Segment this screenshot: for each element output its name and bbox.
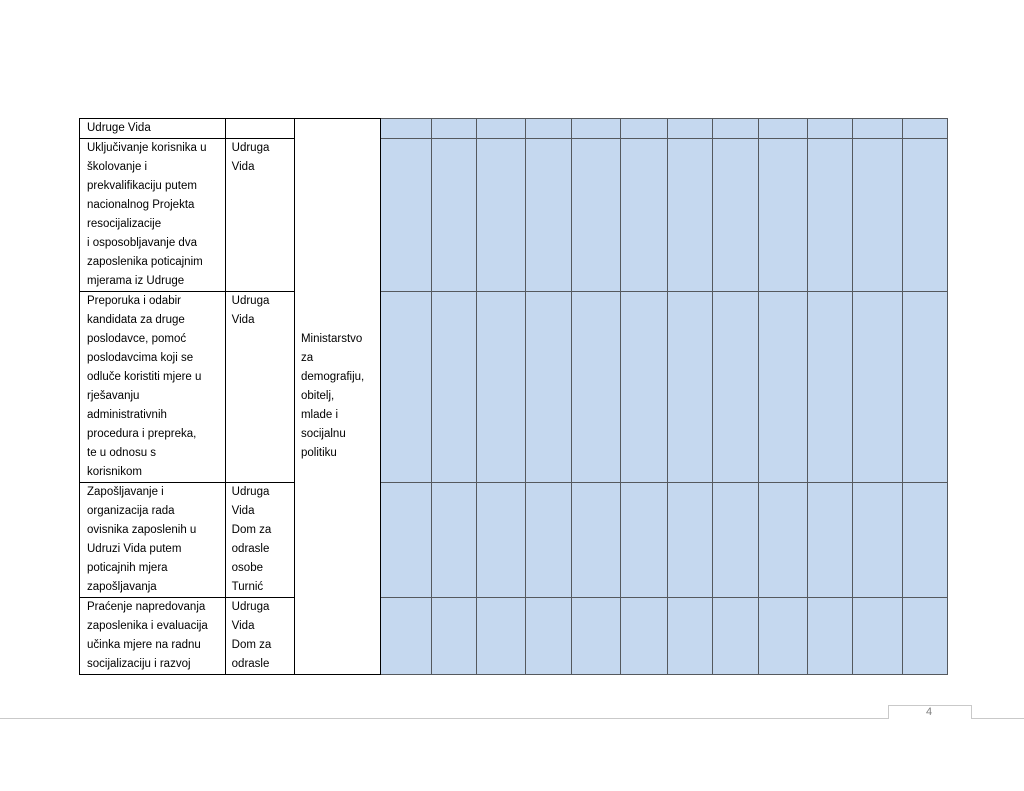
timeline-cell <box>381 598 431 675</box>
table-row <box>80 292 948 483</box>
activity-text-line: zapošljavanja <box>87 581 157 593</box>
timeline-cell <box>712 483 758 598</box>
timeline-cell <box>476 119 525 139</box>
activity-text-line: poslodavcima koji se <box>87 352 194 364</box>
timeline-cell <box>381 139 431 292</box>
activity-text-line: mjerama iz Udruge <box>87 275 185 287</box>
timeline-cell <box>431 119 476 139</box>
table-row <box>80 598 948 675</box>
performer-text-line: Udruga <box>231 601 270 613</box>
timeline-cell <box>431 139 476 292</box>
ministry-text-line: obitelj, <box>300 390 335 402</box>
performer-text-line: Vida <box>231 161 255 173</box>
performer-text-line: Dom za <box>231 639 272 651</box>
timeline-cell <box>667 119 712 139</box>
table-row <box>80 483 948 598</box>
performer-text-line: odrasle <box>231 658 270 670</box>
activity-text-line: resocijalizacije <box>87 218 162 230</box>
performer-text-line: odrasle <box>231 543 270 555</box>
timeline-cell <box>808 483 853 598</box>
activity-text-line: Praćenje napredovanja <box>87 601 206 613</box>
ministry-text-line: socijalnu <box>300 428 346 440</box>
ministry-text-line: demografiju, <box>300 371 365 383</box>
timeline-cell <box>381 119 431 139</box>
timeline-cell <box>853 119 902 139</box>
table-row <box>80 139 948 292</box>
ministry-text-line: politiku <box>300 447 337 459</box>
timeline-cell <box>381 292 431 483</box>
timeline-cell <box>526 119 572 139</box>
timeline-cell <box>526 139 572 292</box>
activity-text-line: zaposlenika poticajnim <box>87 256 203 268</box>
performer-cell <box>225 292 294 483</box>
timeline-cell <box>667 483 712 598</box>
activity-text-line: Preporuka i odabir <box>87 295 181 307</box>
timeline-cell <box>476 598 525 675</box>
timeline-cell <box>381 483 431 598</box>
timeline-cell <box>853 139 902 292</box>
ministry-text-line: za <box>300 352 314 364</box>
activity-text-line: korisnikom <box>87 466 142 478</box>
timeline-cell <box>667 139 712 292</box>
performer-cell <box>225 598 294 675</box>
activity-text-line: kandidata za druge <box>87 314 185 326</box>
activity-text-line: poticajnih mjera <box>87 562 168 574</box>
activity-text-line: učinka mjere na radnu <box>87 639 201 651</box>
timeline-cell <box>621 598 667 675</box>
timeline-cell <box>712 119 758 139</box>
timeline-cell <box>431 483 476 598</box>
activity-text-line: Uključivanje korisnika u <box>87 142 207 154</box>
activity-cell <box>80 292 226 483</box>
timeline-cell <box>621 483 667 598</box>
performer-text-line: Udruga <box>231 295 270 307</box>
page-number: 4 <box>925 706 933 718</box>
timeline-cell <box>712 598 758 675</box>
performer-cell <box>225 119 294 139</box>
timeline-cell <box>667 598 712 675</box>
timeline-cell <box>572 292 621 483</box>
activity-text-line: poslodavce, pomoć <box>87 333 187 345</box>
activity-cell <box>80 598 226 675</box>
activity-table <box>79 118 948 675</box>
table-row <box>80 119 948 139</box>
timeline-cell <box>808 119 853 139</box>
timeline-cell <box>902 483 947 598</box>
timeline-cell <box>759 139 808 292</box>
timeline-cell <box>853 292 902 483</box>
timeline-cell <box>759 483 808 598</box>
activity-text-line: Zapošljavanje i <box>87 486 164 498</box>
timeline-cell <box>572 483 621 598</box>
timeline-cell <box>808 139 853 292</box>
timeline-cell <box>808 292 853 483</box>
timeline-cell <box>526 483 572 598</box>
activity-text-line: odluče koristiti mjere u <box>87 371 202 383</box>
timeline-cell <box>621 119 667 139</box>
activity-text-line: Udruzi Vida putem <box>87 543 182 555</box>
performer-text-line: Udruga <box>231 142 270 154</box>
performer-text-line: Udruga <box>231 486 270 498</box>
timeline-cell <box>712 292 758 483</box>
timeline-cell <box>431 292 476 483</box>
activity-text-line: nacionalnog Projekta <box>87 199 195 211</box>
timeline-cell <box>621 292 667 483</box>
performer-cell <box>225 483 294 598</box>
footer-rule <box>0 718 1024 719</box>
performer-text-line: osobe <box>231 562 263 574</box>
activity-text-line: ovisnika zaposlenih u <box>87 524 197 536</box>
performer-text-line: Vida <box>231 314 255 326</box>
timeline-cell <box>667 292 712 483</box>
timeline-cell <box>476 483 525 598</box>
timeline-cell <box>572 139 621 292</box>
timeline-cell <box>902 598 947 675</box>
ministry-text-line: Ministarstvo <box>300 333 363 345</box>
ministry-text-line: mlade i <box>300 409 339 421</box>
timeline-cell <box>759 292 808 483</box>
timeline-cell <box>712 139 758 292</box>
timeline-cell <box>431 598 476 675</box>
activity-text-line: procedura i prepreka, <box>87 428 197 440</box>
activity-cell <box>80 119 226 139</box>
timeline-cell <box>526 292 572 483</box>
performer-text-line: Vida <box>231 505 255 517</box>
performer-cell <box>225 139 294 292</box>
activity-cell <box>80 483 226 598</box>
ministry-cell <box>294 119 380 675</box>
activity-cell <box>80 139 226 292</box>
timeline-cell <box>476 292 525 483</box>
activity-text-line: socijalizaciju i razvoj <box>87 658 191 670</box>
activity-text-line: prekvalifikaciju putem <box>87 180 197 192</box>
timeline-cell <box>808 598 853 675</box>
performer-text-line: Vida <box>231 620 255 632</box>
timeline-cell <box>526 598 572 675</box>
timeline-cell <box>621 139 667 292</box>
timeline-cell <box>853 483 902 598</box>
timeline-cell <box>902 292 947 483</box>
timeline-cell <box>572 119 621 139</box>
timeline-cell <box>902 139 947 292</box>
activity-text-line: organizacija rada <box>87 505 175 517</box>
activity-text-line: administrativnih <box>87 409 167 421</box>
timeline-cell <box>572 598 621 675</box>
activity-text-line: školovanje i <box>87 161 148 173</box>
activity-text-line: Udruge Vida <box>87 122 151 134</box>
timeline-cell <box>902 119 947 139</box>
activity-text-line: te u odnosu s <box>87 447 157 459</box>
activity-text-line: i osposobljavanje dva <box>87 237 197 249</box>
timeline-cell <box>476 139 525 292</box>
timeline-cell <box>853 598 902 675</box>
performer-text-line: Dom za <box>231 524 272 536</box>
activity-text-line: zaposlenika i evaluacija <box>87 620 208 632</box>
activity-text-line: rješavanju <box>87 390 140 402</box>
performer-text-line: Turnić <box>231 581 264 593</box>
timeline-cell <box>759 119 808 139</box>
timeline-cell <box>759 598 808 675</box>
